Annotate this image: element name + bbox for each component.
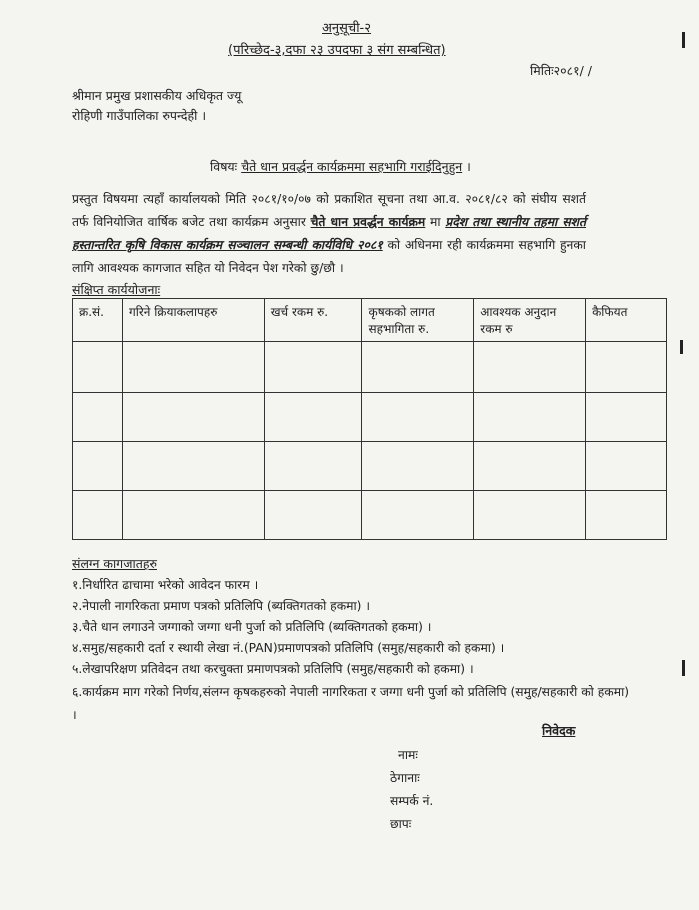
table-row bbox=[73, 342, 667, 393]
attachment-item: ६.कार्यक्रम माग गरेको निर्णय,संलग्न कृषकहरुको नेपाली नागरिकता र जग्गा धनी पुर्जा को प्रतिलिपि (समुह/सहकारी को हकमा) । bbox=[72, 685, 630, 722]
table-cell[interactable] bbox=[264, 393, 362, 442]
body-paragraph bbox=[72, 188, 586, 280]
col-remarks: कैफियत bbox=[586, 299, 667, 342]
addressee-line-1: श्रीमान प्रमुख प्रशासकीय अधिकृत ज्यू bbox=[72, 88, 242, 103]
procedure-name: प्रदेश तथा स्थानीय तहमा सशर्त हस्तान्तरित कृषि विकास कार्यक्रम सञ्चालन सम्बन्धी कार्यविधि २०८१ bbox=[72, 215, 587, 252]
table-cell[interactable] bbox=[122, 442, 264, 491]
table-cell[interactable] bbox=[122, 491, 264, 540]
scan-mark bbox=[682, 660, 685, 676]
table-cell[interactable] bbox=[122, 393, 264, 442]
attachment-item: १.निर्धारित ढाचामा भरेको आवेदन फारम । bbox=[72, 578, 259, 592]
body-part-1: प्रस्तुत विषयमा त्यहाँ कार्यालयको मिति २०८१/१०/०७ को प्रकाशित सूचना तथा आ.व. २०८१/८२ को संघीय सशर्त तर्फ विनियोजित वार्षिक बजेट तथा कार्यक्रम अनुसार bbox=[72, 192, 586, 229]
address-field: ठेगानाः bbox=[390, 771, 420, 785]
table-cell[interactable] bbox=[586, 491, 667, 540]
attachment-item: ४.समुह/सहकारी दर्ता र स्थायी लेखा नं.(PAN)प्रमाणपत्रको प्रतिलिपि (समुह/सहकारी को हकमा) । bbox=[72, 641, 505, 655]
table-cell[interactable] bbox=[586, 393, 667, 442]
table-cell[interactable] bbox=[362, 442, 474, 491]
plan-table bbox=[72, 298, 667, 540]
table-cell[interactable] bbox=[586, 342, 667, 393]
attachment-item: ५.लेखापरिक्षण प्रतिवेदन तथा करचुक्ता प्रमाणपत्रको प्रतिलिपि (समुह/सहकारी को हकमा) । bbox=[72, 662, 474, 676]
attachment-item: ३.चैते धान लगाउने जग्गाको जग्गा धनी पुर्जा को प्रतिलिपि (ब्यक्तिगतको हकमा) । bbox=[72, 620, 432, 634]
scan-mark bbox=[680, 340, 683, 354]
table-cell[interactable] bbox=[73, 393, 123, 442]
table-cell[interactable] bbox=[264, 442, 362, 491]
date-field: मितिः२०८१/ / bbox=[530, 63, 592, 78]
scan-mark bbox=[682, 32, 685, 48]
seal-field: छापः bbox=[390, 817, 412, 831]
attachment-item: २.नेपाली नागरिकता प्रमाण पत्रको प्रतिलिपि (ब्यक्तिगतको हकमा) । bbox=[72, 599, 371, 613]
table-cell[interactable] bbox=[362, 342, 474, 393]
plan-title: संक्षिप्त कार्ययोजनाः bbox=[72, 282, 161, 297]
table-cell[interactable] bbox=[474, 393, 586, 442]
addressee-line-2: रोहिणी गाउँपालिका रुपन्देही । bbox=[72, 108, 207, 123]
contact-field: सम्पर्क नं. bbox=[390, 794, 434, 808]
col-activities: गरिने क्रियाकलापहरु bbox=[122, 299, 264, 342]
program-name: चैते धान प्रवर्द्धन कार्यक्रम bbox=[310, 215, 426, 229]
table-cell[interactable] bbox=[73, 342, 123, 393]
body-part-2: मा bbox=[425, 215, 446, 229]
table-cell[interactable] bbox=[474, 342, 586, 393]
table-header-row bbox=[73, 299, 667, 342]
table-row bbox=[73, 442, 667, 491]
table-cell[interactable] bbox=[362, 491, 474, 540]
table-cell[interactable] bbox=[586, 442, 667, 491]
subject-line bbox=[210, 158, 471, 175]
subject-prefix: विषयः bbox=[210, 159, 238, 174]
table-cell[interactable] bbox=[122, 342, 264, 393]
table-cell[interactable] bbox=[73, 442, 123, 491]
col-expense: खर्च रकम रु. bbox=[264, 299, 362, 342]
annex-title: अनुसूची-२ bbox=[322, 21, 372, 36]
table-row bbox=[73, 491, 667, 540]
col-farmer-share: कृषकको लागत सहभागिता रु. bbox=[362, 299, 474, 342]
table-cell[interactable] bbox=[73, 491, 123, 540]
subject-suffix: । bbox=[466, 159, 471, 174]
col-sn: क्र.सं. bbox=[73, 299, 123, 342]
subject-text: चैते धान प्रवर्द्धन कार्यक्रममा सहभागि गराईदिनुहुन bbox=[241, 159, 463, 174]
applicant-heading: निवेदक bbox=[542, 723, 576, 738]
table-row bbox=[73, 393, 667, 442]
annex-reference: (परिच्छेद-३,दफा २३ उपदफा ३ संग सम्बन्धित) bbox=[228, 43, 446, 58]
col-grant: आवश्यक अनुदान रकम रु bbox=[474, 299, 586, 342]
body-part-3: को अधिनमा रही कार्यक्रममा सहभागि हुनका लागि आवश्यक कागजात सहित यो निवेदन पेश गरेको छु/छौ । bbox=[72, 238, 586, 275]
attachments-title: संलग्न कागजातहरु bbox=[72, 556, 157, 571]
table-cell[interactable] bbox=[474, 491, 586, 540]
table-cell[interactable] bbox=[474, 442, 586, 491]
table-cell[interactable] bbox=[264, 342, 362, 393]
table-cell[interactable] bbox=[264, 491, 362, 540]
name-field: नामः bbox=[398, 748, 418, 762]
table-cell[interactable] bbox=[362, 393, 474, 442]
